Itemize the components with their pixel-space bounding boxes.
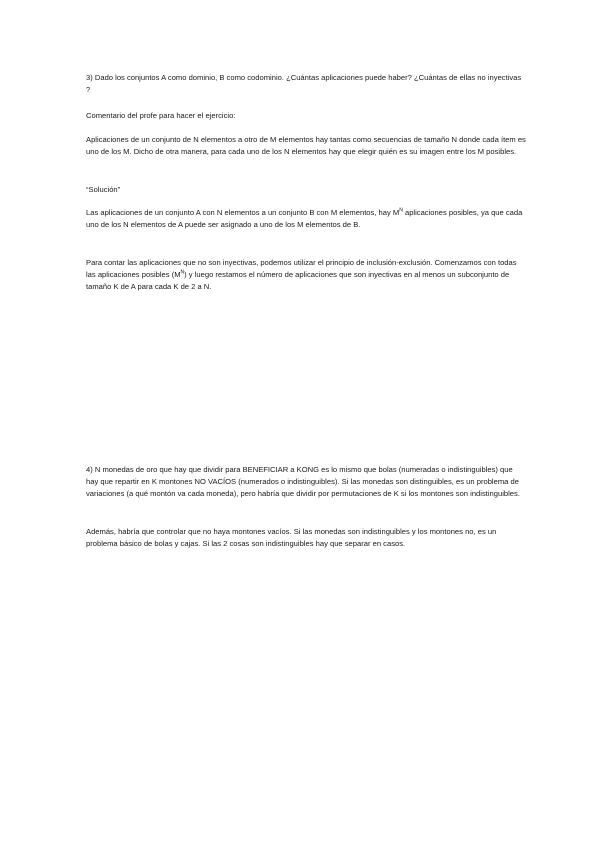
solution-p1-exponent: N [399,207,403,214]
comment-text: Aplicaciones de un conjunto de N elementos a otro de M elementos hay tantas como secuencias de tamaño N donde cada ítem es uno de los M. Dicho de otra manera, para cada uno de los N elementos hay que elegir quién es su imagen entre los M posibles. [86,135,526,156]
question-4-paragraph-2: Además, habría que controlar que no haya montones vacíos. Si las monedas son indistinguibles y los montones no, es un problema básico de bolas y cajas. Si las 2 cosas son indistinguibles hay que separar en casos. [86,527,497,548]
solution-p2-text-start: Para contar las aplicaciones que no son inyectivas, podemos utilizar el principio de inclusión-exclusión. Comenzamos con todas las aplicaciones posibles (M [86,258,517,279]
solution-p2-text-end: ) y luego restamos el número de aplicaciones que son inyectivas en al menos un subconjunto de tamaño K de A para cada K de 2 a N. [86,270,510,291]
solution-p1-text-start: Las aplicaciones de un conjunto A con N elementos a un conjunto B con M elementos, hay M [86,208,400,217]
solution-paragraph-2 [86,257,526,293]
comment-heading: Comentario del profe para hacer el ejercicio: [86,111,236,120]
solution-paragraph-1 [86,207,526,231]
solution-p2-exponent: N [180,269,185,276]
question-4-statement: 4) N monedas de oro que hay que dividir para BENEFICIAR a KONG es lo mismo que bolas (numeradas o indistinguibles) que hay que repartir en K montones NO VACÍOS (numerados o indistinguibles). Si las monedas son distinguibles, es un problema de variaciones (a qué montón va cada moneda), pero habría que dividir por permutaciones de K si los montones son indistinguibles. [86,465,520,498]
question-3-statement: 3) Dado los conjuntos A como dominio, B como codominio. ¿Cuántas aplicaciones puede haber? ¿Cuántas de ellas no inyectivas ? [86,73,522,94]
solution-p1-text-end: aplicaciones posibles, ya que cada uno de los N elementos de A puede ser asignado a uno de los M elementos de B. [86,208,523,229]
solution-heading: “Solución” [86,185,121,194]
